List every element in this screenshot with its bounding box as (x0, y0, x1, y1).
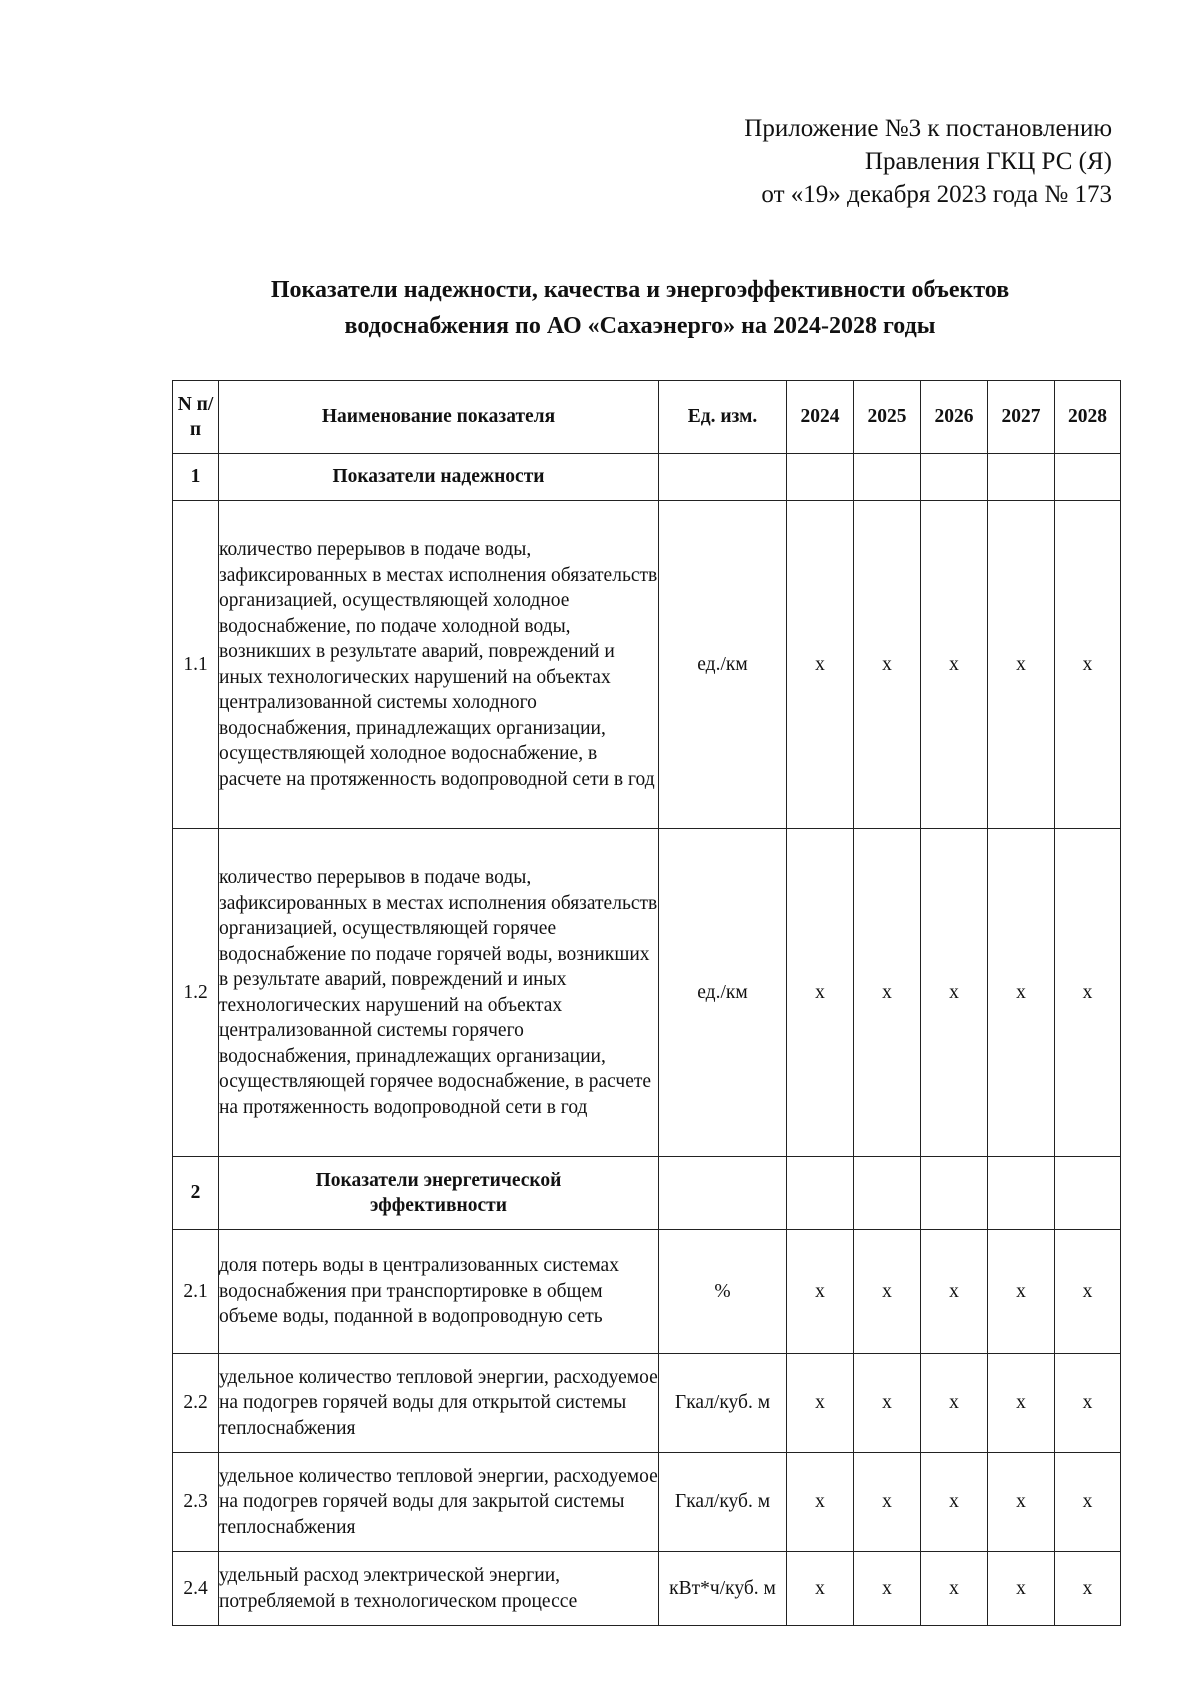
value-2025: х (854, 1453, 921, 1552)
column-header-unit: Ед. изм. (659, 381, 787, 454)
value-2026: х (921, 1453, 988, 1552)
value-2028: х (1055, 829, 1121, 1157)
row-unit: ед./км (659, 829, 787, 1157)
value-2028: х (1055, 501, 1121, 829)
value-2026: х (921, 1230, 988, 1354)
value-2027: х (988, 1230, 1055, 1354)
value-2028: х (1055, 1453, 1121, 1552)
value-2024: х (787, 1453, 854, 1552)
value-2025: х (854, 1354, 921, 1453)
column-header-2025: 2025 (854, 381, 921, 454)
title-line-2: водоснабжения по АО «Сахаэнерго» на 2024-2028 годы (344, 313, 936, 339)
column-header-2024: 2024 (787, 381, 854, 454)
section-num: 1 (173, 454, 219, 501)
value-2027: х (988, 829, 1055, 1157)
table-row (173, 501, 1121, 829)
value-2028: х (1055, 1354, 1121, 1453)
row-indicator-name: доля потерь воды в централизованных системах водоснабжения при транспортировке в общем объеме воды, поданной в водопроводную сеть (219, 1230, 659, 1354)
table-row (173, 1354, 1121, 1453)
value-2026: х (921, 829, 988, 1157)
row-num: 2.2 (173, 1354, 219, 1453)
value-2024: х (787, 1354, 854, 1453)
table-header-row (173, 381, 1121, 454)
row-num: 2.1 (173, 1230, 219, 1354)
row-num: 2.3 (173, 1453, 219, 1552)
value-2027: х (988, 1453, 1055, 1552)
row-unit: % (659, 1230, 787, 1354)
section-row-reliability (173, 454, 1121, 501)
title-line-1: Показатели надежности, качества и энергоэффективности объектов (270, 277, 1010, 303)
value-2024: х (787, 829, 854, 1157)
table-row (173, 1230, 1121, 1354)
value-2024: х (787, 1552, 854, 1626)
row-unit: Гкал/куб. м (659, 1354, 787, 1453)
row-num: 1.2 (173, 829, 219, 1157)
appendix-header (744, 112, 1112, 211)
table-row (173, 829, 1121, 1157)
row-indicator-name: количество перерывов в подаче воды, зафиксированных в местах исполнения обязательств организацией, осуществляющей холодное водоснабжение, по подаче холодной воды, возникших в результате аварий, повреждений и иных технологических нарушений на объектах централизованной системы холодного водоснабжения, принадлежащих организации, осуществляющей холодное водоснабжение, в расчете на протяженность водопроводной сети в год (219, 501, 659, 829)
value-2025: х (854, 829, 921, 1157)
value-2026: х (921, 1354, 988, 1453)
value-2028: х (1055, 1230, 1121, 1354)
row-unit: кВт*ч/куб. м (659, 1552, 787, 1626)
value-2025: х (854, 501, 921, 829)
appendix-line-2: Правления ГКЦ РС (Я) (864, 148, 1112, 175)
value-2027: х (988, 501, 1055, 829)
column-header-name: Наименование показателя (219, 381, 659, 454)
column-header-num: N п/п (173, 381, 219, 454)
value-2025: х (854, 1552, 921, 1626)
row-indicator-name: удельный расход электрической энергии, потребляемой в технологическом процессе (219, 1552, 659, 1626)
column-header-2027: 2027 (988, 381, 1055, 454)
section-row-energy-efficiency (173, 1157, 1121, 1230)
value-2024: х (787, 501, 854, 829)
row-unit: Гкал/куб. м (659, 1453, 787, 1552)
section-num: 2 (173, 1157, 219, 1230)
column-header-2028: 2028 (1055, 381, 1121, 454)
value-2026: х (921, 501, 988, 829)
value-2028: х (1055, 1552, 1121, 1626)
row-indicator-name: удельное количество тепловой энергии, расходуемое на подогрев горячей воды для закрытой системы теплоснабжения (219, 1453, 659, 1552)
row-num: 2.4 (173, 1552, 219, 1626)
table-row (173, 1552, 1121, 1626)
value-2027: х (988, 1552, 1055, 1626)
value-2024: х (787, 1230, 854, 1354)
row-indicator-name: количество перерывов в подаче воды, зафиксированных в местах исполнения обязательств организацией, осуществляющей горячее водоснабжение по подаче горячей воды, возникших в результате аварий, повреждений и иных технологических нарушений на объектах централизованной системы горячего водоснабжения, принадлежащих организации, осуществляющей горячее водоснабжение, в расчете на протяженность водопроводной сети в год (219, 829, 659, 1157)
value-2027: х (988, 1354, 1055, 1453)
appendix-line-3: от «19» декабря 2023 года № 173 (761, 181, 1112, 208)
section-title: Показатели энергетической эффективности (219, 1157, 659, 1230)
table-row (173, 1453, 1121, 1552)
value-2026: х (921, 1552, 988, 1626)
section-title: Показатели надежности (219, 454, 659, 501)
row-indicator-name: удельное количество тепловой энергии, расходуемое на подогрев горячей воды для открытой системы теплоснабжения (219, 1354, 659, 1453)
row-unit: ед./км (659, 501, 787, 829)
value-2025: х (854, 1230, 921, 1354)
column-header-2026: 2026 (921, 381, 988, 454)
row-num: 1.1 (173, 501, 219, 829)
indicators-table (172, 380, 1121, 1626)
appendix-line-1: Приложение №3 к постановлению (744, 115, 1112, 142)
document-title (160, 272, 1120, 344)
